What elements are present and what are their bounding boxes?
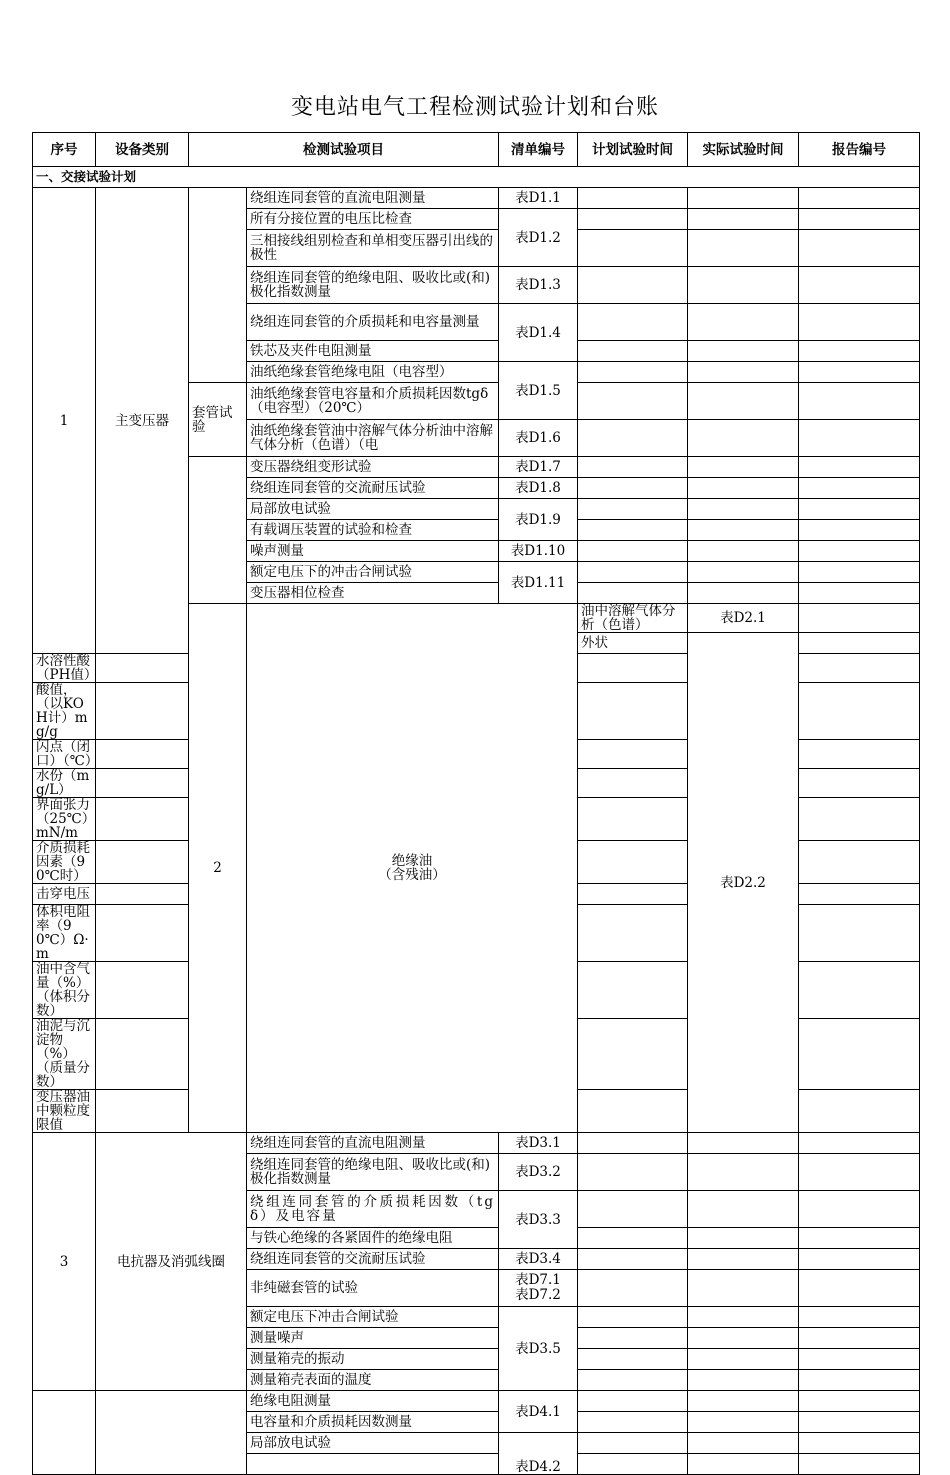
list-no-line: 表D7.2 (515, 1287, 561, 1303)
report-no-cell[interactable] (799, 304, 920, 341)
plan-time-cell[interactable] (578, 341, 688, 362)
actual-time-cell[interactable] (688, 188, 799, 209)
header-actual-time: 实际试验时间 (688, 133, 799, 167)
category-cell: 主变压器 (96, 188, 189, 654)
item-cell: 有载调压装置的试验和检查 (247, 520, 499, 541)
report-no-cell[interactable] (799, 1249, 920, 1270)
list-no-cell: 表D3.3 (499, 1191, 578, 1249)
section-title: 一、交接试验计划 (33, 167, 920, 188)
plan-time-cell[interactable] (96, 905, 189, 962)
item-cell: 油纸绝缘套管电容量和介质损耗因数tgδ（电容型）（20℃） (247, 383, 499, 420)
plan-time-cell[interactable] (578, 457, 688, 478)
item-cell: 绝缘电阻测量 (247, 1391, 499, 1412)
item-cell: 局部放电试验 (247, 499, 499, 520)
actual-time-cell[interactable] (688, 1154, 799, 1191)
actual-time-cell[interactable] (578, 740, 688, 769)
plan-time-cell[interactable] (96, 962, 189, 1019)
actual-time-cell[interactable] (688, 1270, 799, 1307)
actual-time-cell[interactable] (578, 962, 688, 1019)
list-no-cell: 表D1.10 (499, 541, 578, 562)
actual-time-cell[interactable] (578, 1019, 688, 1090)
report-no-cell[interactable] (799, 905, 920, 962)
item-cell: 油纸绝缘套管绝缘电阻（电容型） (247, 362, 499, 383)
report-no-cell[interactable] (799, 654, 920, 683)
list-no-cell: 表D3.4 (499, 1249, 578, 1270)
plan-time-cell[interactable] (96, 1019, 189, 1090)
plan-time-cell[interactable] (578, 1370, 688, 1391)
list-no-cell: 表D4.2 (499, 1433, 578, 1475)
item-cell: 变压器相位检查 (247, 583, 499, 604)
item-cell: 体积电阻率（90℃）Ω·m (33, 905, 96, 962)
plan-time-cell[interactable] (578, 1133, 688, 1154)
item-cell: 水溶性酸（PH值） (33, 654, 96, 683)
header-row (33, 133, 920, 167)
actual-time-cell[interactable] (688, 1328, 799, 1349)
list-no-cell: 表D1.6 (499, 420, 578, 457)
actual-time-cell[interactable] (688, 230, 799, 267)
report-no-cell[interactable] (799, 1090, 920, 1133)
actual-time-cell[interactable] (688, 583, 799, 604)
item-cell: 非纯磁套管的试验 (247, 1270, 499, 1307)
actual-time-cell[interactable] (688, 304, 799, 341)
list-no-cell: 表D2.1 (688, 604, 799, 633)
actual-time-cell[interactable] (688, 1249, 799, 1270)
actual-time-cell[interactable] (578, 905, 688, 962)
list-no-cell: 表D3.2 (499, 1154, 578, 1191)
actual-time-cell[interactable] (688, 1391, 799, 1412)
report-no-cell[interactable] (799, 1133, 920, 1154)
item-cell: 外状 (578, 633, 688, 654)
item-cell: 介质损耗因素（90℃时） (33, 841, 96, 884)
report-no-cell[interactable] (799, 1228, 920, 1249)
section-row (33, 167, 920, 188)
report-no-cell[interactable] (799, 1191, 920, 1228)
plan-time-cell[interactable] (578, 583, 688, 604)
actual-time-cell[interactable] (688, 1349, 799, 1370)
plan-time-cell[interactable] (578, 267, 688, 304)
list-no-cell: 表D1.11 (499, 562, 578, 604)
report-no-cell[interactable] (799, 362, 920, 383)
report-no-cell[interactable] (799, 1307, 920, 1328)
list-no-line: 表D7.1 (515, 1272, 561, 1288)
item-cell: 绕组连同套管的绝缘电阻、吸收比或(和)极化指数测量 (247, 1154, 499, 1191)
plan-time-cell[interactable] (578, 520, 688, 541)
plan-time-cell[interactable] (578, 1454, 688, 1475)
report-no-cell[interactable] (799, 1270, 920, 1307)
plan-time-cell[interactable] (578, 383, 688, 420)
actual-time-cell[interactable] (578, 654, 688, 683)
actual-time-cell[interactable] (688, 383, 799, 420)
actual-time-cell[interactable] (688, 562, 799, 583)
category-line: 绝缘油 (391, 853, 433, 869)
item-cell: 铁芯及夹件电阻测量 (247, 341, 499, 362)
report-no-cell[interactable] (799, 1019, 920, 1090)
item-cell: 所有分接位置的电压比检查 (247, 209, 499, 230)
plan-time-cell[interactable] (799, 604, 920, 633)
header-report-no: 报告编号 (799, 133, 920, 167)
item-cell: 额定电压下的冲击合闸试验 (247, 562, 499, 583)
item-cell: 绕组连同套管的交流耐压试验 (247, 1249, 499, 1270)
plan-time-cell[interactable] (578, 1349, 688, 1370)
actual-time-cell[interactable] (688, 499, 799, 520)
plan-time-cell[interactable] (578, 1191, 688, 1228)
report-no-cell[interactable] (799, 188, 920, 209)
plan-time-cell[interactable] (578, 499, 688, 520)
list-no-cell: 表D1.9 (499, 499, 578, 541)
actual-time-cell[interactable] (688, 209, 799, 230)
report-no-cell[interactable] (799, 520, 920, 541)
actual-time-cell[interactable] (688, 1191, 799, 1228)
report-no-cell[interactable] (799, 1370, 920, 1391)
report-no-cell[interactable] (799, 383, 920, 420)
item-cell: 与铁心绝缘的各紧固件的绝缘电阻 (247, 1228, 499, 1249)
actual-time-cell[interactable] (688, 1133, 799, 1154)
item-cell: 酸值，（以KOH计）mg/g (33, 683, 96, 740)
header-item: 检测试验项目 (189, 133, 499, 167)
item-cell: 界面张力（25℃）mN/m (33, 798, 96, 841)
item-cell: 绕组连同套管的介质损耗和电容量测量 (247, 304, 499, 341)
actual-time-cell[interactable] (688, 520, 799, 541)
plan-time-cell[interactable] (578, 478, 688, 499)
item-cell: 测量箱壳表面的温度 (247, 1370, 499, 1391)
actual-time-cell[interactable] (578, 683, 688, 740)
actual-time-cell[interactable] (578, 798, 688, 841)
plan-time-cell[interactable] (578, 362, 688, 383)
plan-time-cell[interactable] (96, 683, 189, 740)
report-no-cell[interactable] (799, 209, 920, 230)
plan-time-cell[interactable] (96, 769, 189, 798)
table-row (33, 1133, 920, 1154)
report-no-cell[interactable] (799, 769, 920, 798)
header-plan-time: 计划试验时间 (578, 133, 688, 167)
plan-time-cell[interactable] (578, 1328, 688, 1349)
item-cell: 油纸绝缘套管油中溶解气体分析油中溶解气体分析（色谱）（电 (247, 420, 499, 457)
plan-time-cell[interactable] (96, 884, 189, 905)
item-cell: 绕组连同套管的介质损耗因数（tgδ）及电容量 (247, 1191, 499, 1228)
test-plan-table (32, 132, 920, 1475)
report-no-cell[interactable] (799, 683, 920, 740)
category-line: （含残油） (378, 867, 446, 883)
item-cell: 油中含气量（%）（体积分数） (33, 962, 96, 1019)
report-no-cell[interactable] (799, 230, 920, 267)
item-cell: 水份（mg/L） (33, 769, 96, 798)
seq-cell: 1 (33, 188, 96, 654)
list-no-cell: 表D1.8 (499, 478, 578, 499)
report-no-cell[interactable] (799, 1349, 920, 1370)
item-cell: 绕组连同套管的直流电阻测量 (247, 188, 499, 209)
plan-time-cell[interactable] (96, 740, 189, 769)
plan-time-cell[interactable] (578, 1307, 688, 1328)
plan-time-cell[interactable] (578, 1391, 688, 1412)
item-cell: 三相接线组别检查和单相变压器引出线的极性 (247, 230, 499, 267)
plan-time-cell[interactable] (578, 230, 688, 267)
item-cell (247, 1454, 499, 1475)
item-cell: 油泥与沉淀物（%）（质量分数） (33, 1019, 96, 1090)
header-seq: 序号 (33, 133, 96, 167)
item-cell: 额定电压下冲击合闸试验 (247, 1307, 499, 1328)
item-cell: 闪点（闭口）（℃） (33, 740, 96, 769)
report-no-cell[interactable] (799, 1433, 920, 1454)
actual-time-cell[interactable] (688, 1370, 799, 1391)
report-no-cell[interactable] (799, 1391, 920, 1412)
plan-time-cell[interactable] (578, 188, 688, 209)
category-cell: 电抗器及消弧线圈 (96, 1133, 247, 1391)
report-no-cell[interactable] (799, 962, 920, 1019)
actual-time-cell[interactable] (688, 478, 799, 499)
report-no-cell[interactable] (799, 740, 920, 769)
header-category: 设备类别 (96, 133, 189, 167)
item-cell: 电容量和介质损耗因数测量 (247, 1412, 499, 1433)
report-no-cell[interactable] (799, 1328, 920, 1349)
category-cell (247, 604, 578, 1133)
report-no-cell[interactable] (799, 798, 920, 841)
report-no-cell[interactable] (799, 841, 920, 884)
report-no-cell[interactable] (799, 267, 920, 304)
table-row (33, 188, 920, 209)
actual-time-cell[interactable] (578, 841, 688, 884)
report-no-cell[interactable] (799, 341, 920, 362)
actual-time-cell[interactable] (578, 769, 688, 798)
list-no-cell: 表D3.1 (499, 1133, 578, 1154)
item-cell: 测量箱壳的振动 (247, 1349, 499, 1370)
list-no-cell: 表D1.2 (499, 209, 578, 267)
plan-time-cell[interactable] (96, 1090, 189, 1133)
subcategory-empty-cell (189, 457, 247, 604)
report-no-cell[interactable] (799, 884, 920, 905)
plan-time-cell[interactable] (578, 209, 688, 230)
item-cell: 绕组连同套管的交流耐压试验 (247, 478, 499, 499)
actual-time-cell[interactable] (688, 341, 799, 362)
subcategory-cell: 套管试验 (189, 383, 247, 457)
report-no-cell[interactable] (799, 1454, 920, 1475)
plan-time-cell[interactable] (96, 841, 189, 884)
list-no-cell: 表D1.4 (499, 304, 578, 362)
report-no-cell[interactable] (799, 478, 920, 499)
report-no-cell[interactable] (799, 562, 920, 583)
list-no-cell: 表D1.3 (499, 267, 578, 304)
report-no-cell[interactable] (799, 420, 920, 457)
item-cell: 局部放电试验 (247, 1433, 499, 1454)
actual-time-cell[interactable] (688, 457, 799, 478)
actual-time-cell[interactable] (688, 420, 799, 457)
plan-time-cell[interactable] (96, 654, 189, 683)
plan-time-cell[interactable] (578, 1412, 688, 1433)
list-no-cell: 表D1.5 (499, 362, 578, 420)
plan-time-cell[interactable] (578, 1228, 688, 1249)
plan-time-cell[interactable] (799, 633, 920, 654)
report-no-cell[interactable] (799, 1154, 920, 1191)
plan-time-cell[interactable] (578, 1249, 688, 1270)
list-no-cell: 表D3.5 (499, 1307, 578, 1391)
item-cell: 测量噪声 (247, 1328, 499, 1349)
plan-time-cell[interactable] (578, 304, 688, 341)
report-no-cell[interactable] (799, 541, 920, 562)
item-cell: 油中溶解气体分析（色谱） (578, 604, 688, 633)
list-no-cell: 表D2.2 (688, 633, 799, 1133)
table-row (33, 1391, 920, 1412)
item-cell: 绕组连同套管的绝缘电阻、吸收比或(和)极化指数测量 (247, 267, 499, 304)
actual-time-cell[interactable] (688, 1412, 799, 1433)
plan-time-cell[interactable] (578, 1433, 688, 1454)
subcategory-empty-cell (189, 188, 247, 383)
plan-time-cell[interactable] (96, 798, 189, 841)
plan-time-cell[interactable] (578, 541, 688, 562)
ledger-sheet (32, 132, 919, 1475)
category-cell (96, 1391, 247, 1475)
item-cell: 变压器油中颗粒度限值 (33, 1090, 96, 1133)
list-no-cell (499, 1270, 578, 1307)
item-cell: 变压器绕组变形试验 (247, 457, 499, 478)
plan-time-cell[interactable] (578, 562, 688, 583)
actual-time-cell[interactable] (688, 267, 799, 304)
report-no-cell[interactable] (799, 499, 920, 520)
item-cell: 绕组连同套管的直流电阻测量 (247, 1133, 499, 1154)
plan-time-cell[interactable] (578, 1154, 688, 1191)
actual-time-cell[interactable] (688, 1454, 799, 1475)
list-no-cell: 表D4.1 (499, 1391, 578, 1433)
report-no-cell[interactable] (799, 457, 920, 478)
seq-cell (33, 1391, 96, 1475)
actual-time-cell[interactable] (688, 1228, 799, 1249)
actual-time-cell[interactable] (688, 1307, 799, 1328)
header-list-no: 清单编号 (499, 133, 578, 167)
actual-time-cell[interactable] (688, 1433, 799, 1454)
item-cell: 击穿电压 (33, 884, 96, 905)
page-title: 变电站电气工程检测试验计划和台账 (290, 95, 659, 120)
list-no-cell: 表D1.1 (499, 188, 578, 209)
list-no-cell: 表D1.7 (499, 457, 578, 478)
plan-time-cell[interactable] (578, 420, 688, 457)
item-cell: 噪声测量 (247, 541, 499, 562)
actual-time-cell[interactable] (688, 362, 799, 383)
actual-time-cell[interactable] (578, 1090, 688, 1133)
actual-time-cell[interactable] (578, 884, 688, 905)
seq-cell: 2 (189, 604, 247, 1133)
plan-time-cell[interactable] (578, 1270, 688, 1307)
seq-cell: 3 (33, 1133, 96, 1391)
report-no-cell[interactable] (799, 583, 920, 604)
report-no-cell[interactable] (799, 1412, 920, 1433)
actual-time-cell[interactable] (688, 541, 799, 562)
